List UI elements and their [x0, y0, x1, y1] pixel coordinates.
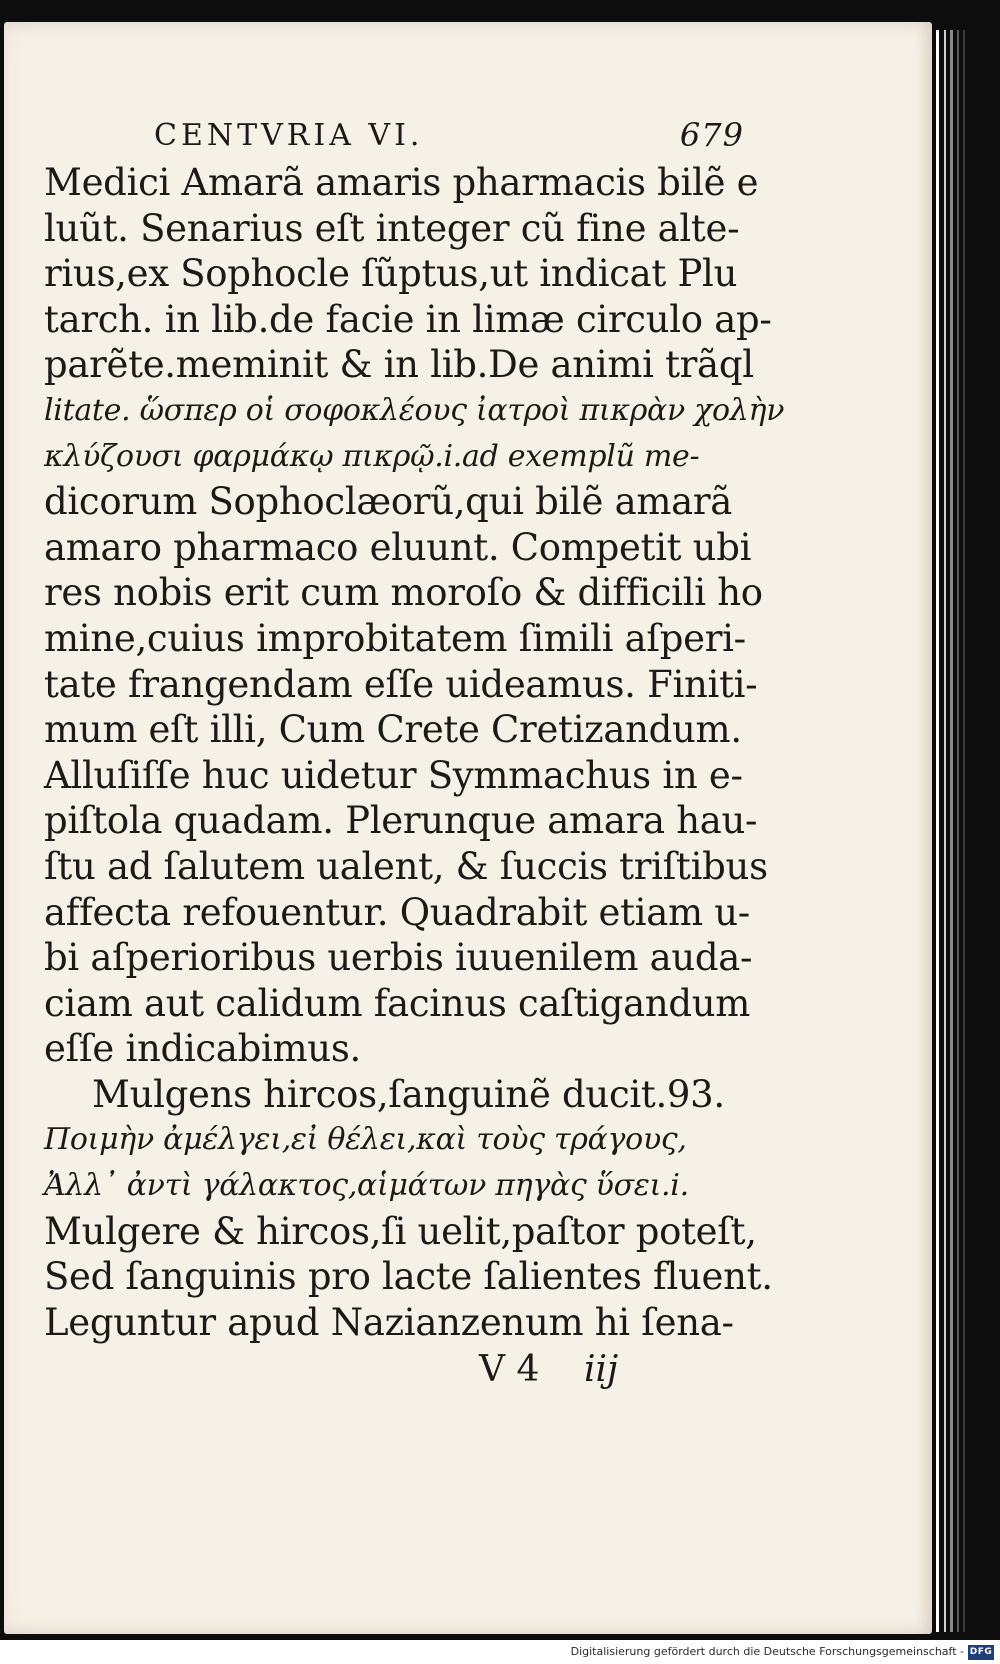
text-line: dicorum Sophoclæorũ,qui bilẽ amarã — [44, 480, 733, 524]
text-line: rius,ex Sophocle ſũptus,ut indicat Plu — [44, 252, 738, 296]
latin-verse-line: Mulgere & hircos,ſi uelit,paſtor poteſt, — [44, 1209, 757, 1253]
signature-leaf: iij — [584, 1349, 619, 1391]
dfg-logo-icon: DFG — [968, 1645, 994, 1660]
page-number: 679 — [679, 116, 744, 154]
signature-mark: V 4 — [479, 1349, 540, 1391]
latin-verse-line: Sed ſanguinis pro lacte ſalientes fluent. — [44, 1255, 773, 1299]
text-line: mum eſt illi, Cum Crete Cretizandum. — [44, 708, 742, 752]
greek-text-line: κλύζουσι φαρμάκῳ πικρῷ.i.ad exemplũ me- — [44, 438, 700, 474]
funding-credit: Digitalisierung gefördert durch die Deutsche Forschungsgemeinschaft - — [570, 1645, 964, 1658]
text-line: ciam aut calidum facinus caſtigandum — [44, 981, 751, 1025]
text-line: affecta refouentur. Quadrabit etiam u- — [44, 890, 750, 934]
text-line: amaro pharmaco eluunt. Competit ubi — [44, 525, 752, 569]
text-line: Alluſiſſe huc uidetur Symmachus in e- — [44, 753, 743, 797]
text-line: parẽte.meminit & in lib.De animi trãql — [44, 343, 754, 387]
page-edge — [950, 30, 953, 1632]
page-edge — [963, 30, 965, 1632]
text-line: tate frangendam eſſe uideamus. Finiti- — [44, 662, 758, 706]
signature-line — [44, 1345, 744, 1395]
text-line: luũt. Senarius eſt integer cũ fine alte- — [44, 206, 740, 250]
page-text — [44, 110, 785, 1395]
text-line: mine,cuius improbitatem ſimili aſperi- — [44, 616, 746, 660]
greek-verse-line: Ποιμὴν ἀμέλγει,εἰ θέλει,καὶ τοὺς τράγους, — [44, 1122, 687, 1158]
text-line: piſtola quadam. Plerunque amara hau- — [44, 799, 758, 843]
text-line: Medici Amarã amaris pharmacis bilẽ e — [44, 161, 759, 204]
page-edge — [936, 30, 939, 1632]
page-edge — [944, 30, 946, 1632]
text-line: ſtu ad ſalutem ualent, & ſuccis triſtibus — [44, 844, 768, 888]
page-edge — [957, 30, 959, 1632]
proverb-heading: Mulgens hircos,ſanguinẽ ducit.93. — [92, 1072, 725, 1116]
footer-bar — [0, 1642, 1000, 1664]
text-line: tarch. in lib.de facie in limæ circulo ap- — [44, 297, 772, 341]
greek-text-line: litate. ὥσπερ οἱ σοφοκλέους ἰατροὶ πικρὰν χολὴν — [44, 392, 785, 428]
latin-verse-line: Leguntur apud Nazianzenum hi ſena- — [44, 1300, 734, 1344]
text-line: eſſe indicabimus. — [44, 1027, 361, 1071]
running-head — [44, 110, 744, 160]
greek-verse-line: Ἀλλ᾽ ἀντὶ γάλακτος,αἱμάτων πηγὰς ὕσει.i. — [44, 1168, 689, 1204]
text-line: res nobis erit cum moroſo & difficili ho — [44, 571, 763, 615]
text-line: bi aſperioribus uerbis iuuenilem auda- — [44, 936, 753, 980]
running-head-title: CENTVRIA VI. — [154, 118, 424, 153]
